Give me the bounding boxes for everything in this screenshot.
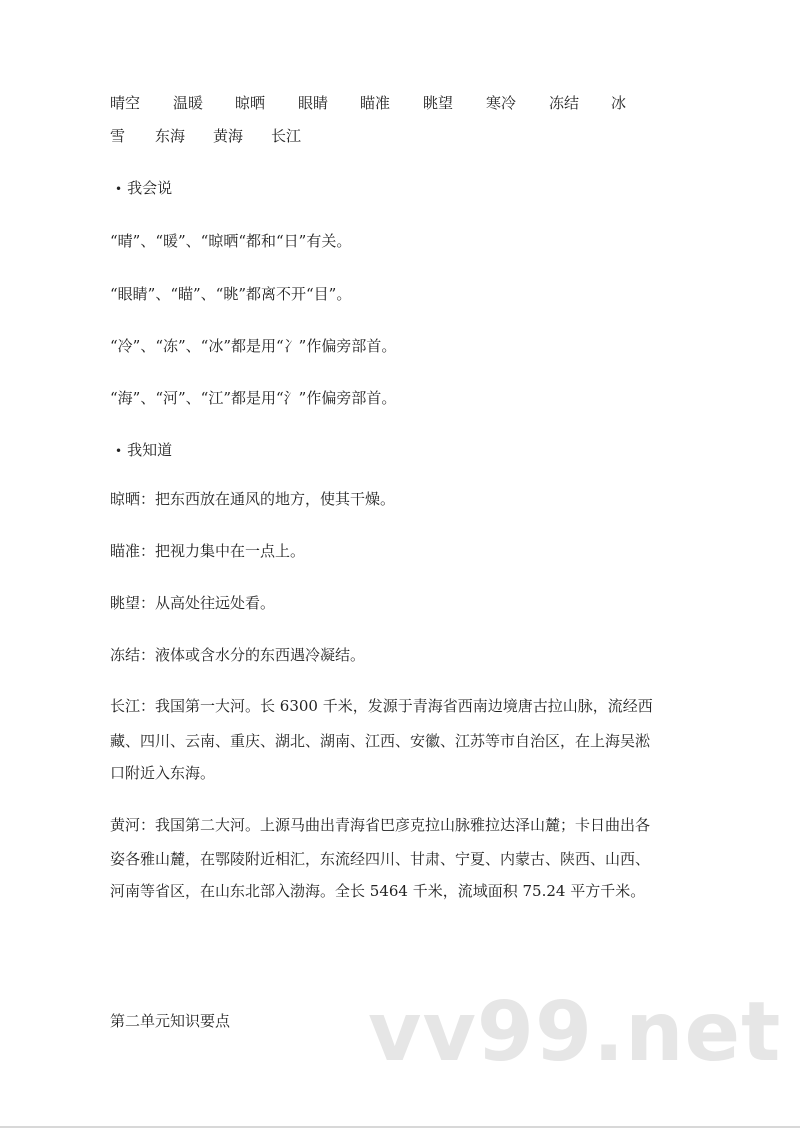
say-line: “海”、“河”、“江”都是用“氵”作偏旁部首。 — [110, 389, 397, 407]
changjiang-line: 口附近入东海。 — [110, 764, 216, 782]
huanghe-line: 姿各雅山麓，在鄂陵附近相汇，东流经四川、甘肃、宁夏、内蒙古、陕西、山西、 — [110, 850, 651, 868]
definition: 眺望：从高处往远处看。 — [110, 594, 276, 612]
huanghe-line: 黄河：我国第二大河。上源马曲出青海省巴彦克拉山脉雅拉达泽山麓；卡日曲出各 — [110, 816, 651, 834]
vocab-word: 黄海 — [213, 127, 244, 145]
vocab-word: 寒冷 — [486, 94, 517, 112]
definition: 瞄准：把视力集中在一点上。 — [110, 542, 306, 560]
vocab-word: 瞄准 — [360, 94, 391, 112]
vocab-word: 眺望 — [423, 94, 454, 112]
say-line: “晴”、“暖”、“晾晒“都和“日”有关。 — [110, 232, 352, 250]
changjiang-line: 藏、四川、云南、重庆、湖北、湖南、江西、安徽、江苏等市自治区，在上海吴淞 — [110, 732, 651, 750]
definition: 冻结：液体或含水分的东西遇冷凝结。 — [110, 646, 366, 664]
vocab-word: 晾晒 — [235, 94, 266, 112]
vocab-word: 冻结 — [549, 94, 580, 112]
changjiang-line: 长江：我国第一大河。长 6300 千米，发源于青海省西南边境唐古拉山脉，流经西 — [110, 697, 653, 715]
say-line: “眼睛”、“瞄”、“眺”都离不开“目”。 — [110, 285, 352, 303]
vocab-word: 东海 — [155, 127, 186, 145]
watermark: vv99.net — [368, 985, 782, 1080]
definition: 晾晒：把东西放在通风的地方，使其干燥。 — [110, 490, 396, 508]
vocab-word: 长江 — [271, 127, 302, 145]
vocab-word: 冰 — [611, 94, 627, 112]
vocab-word: 温暖 — [173, 94, 204, 112]
unit2-heading: 第二单元知识要点 — [110, 1012, 231, 1030]
section-heading-know: • 我知道 — [115, 440, 172, 461]
vocab-word: 雪 — [110, 127, 126, 145]
vocab-word: 眼睛 — [298, 94, 329, 112]
vocab-word: 晴空 — [110, 94, 141, 112]
section-heading-say: • 我会说 — [115, 178, 172, 199]
say-line: “冷”、“冻”、“冰”都是用“冫”作偏旁部首。 — [110, 337, 397, 355]
page-bottom-divider — [0, 1126, 800, 1128]
huanghe-line: 河南等省区，在山东北部入渤海。全长 5464 千米，流域面积 75.24 平方千米。 — [110, 882, 646, 900]
